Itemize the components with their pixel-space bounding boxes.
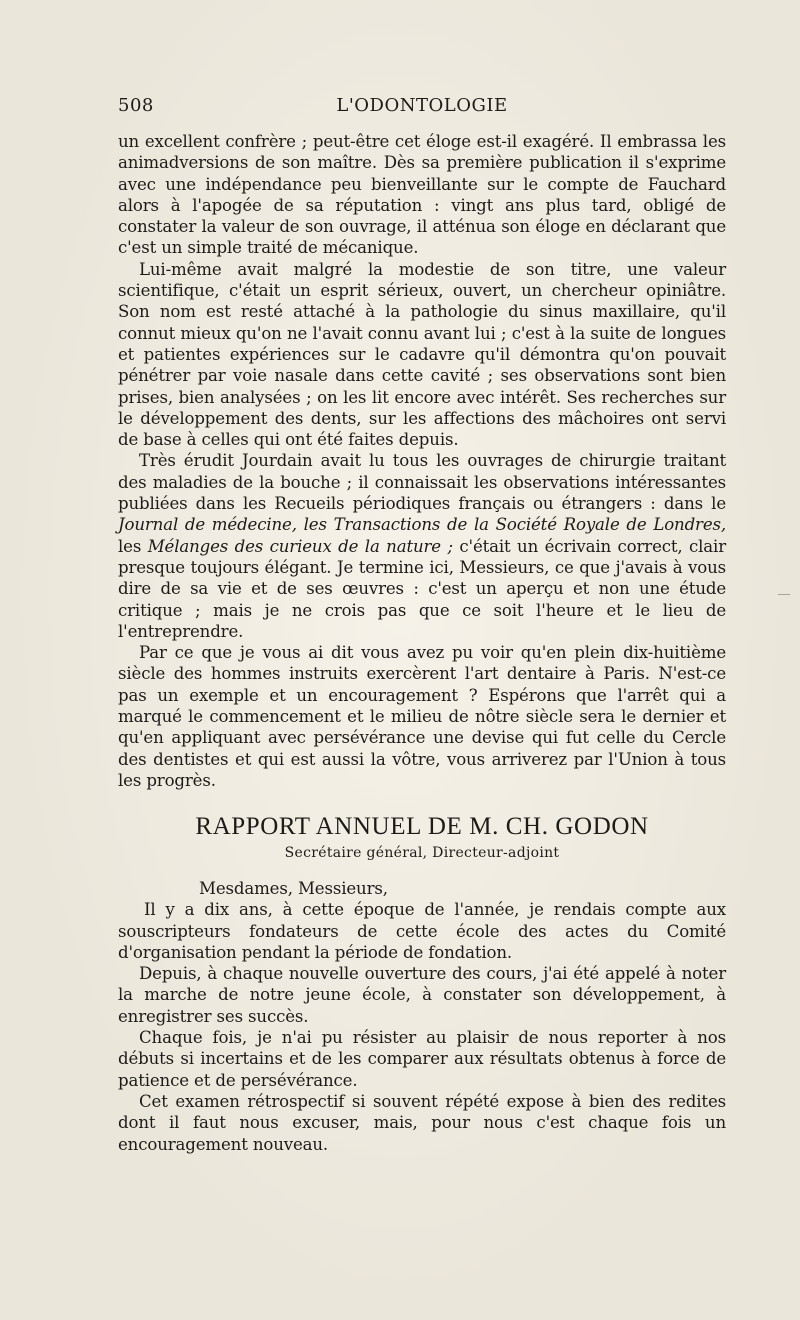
body-text	[118, 131, 726, 791]
paragraph-1: un excellent confrère ; peut-être cet éloge est-il exagéré. Il embrassa les animadversions de son maître. Dès sa première publication il s'exprime avec une indépendance peu bienveillante sur le compte de Fauchard alors à l'apogée de sa réputation : vingt ans plus tard, obligé de constater la valeur de son ouvrage, il atténua son éloge en déclarant que c'est un simple traité de mécanique.	[118, 132, 726, 258]
report-paragraph-4: Cet examen rétrospectif si souvent répété expose à bien des redites dont il faut nous excuser, mais, pour nous c'est chaque fois un encouragement nouveau.	[118, 1091, 726, 1154]
report-text	[118, 878, 726, 1155]
page-number: 508	[118, 95, 154, 116]
paragraph-3	[118, 450, 726, 642]
section-title: RAPPORT ANNUEL DE M. CH. GODON	[195, 813, 649, 840]
paragraph-3-text-b: les	[118, 536, 148, 556]
italic-journal-title: Journal de médecine, les Transactions de la Société Royale de Londres,	[118, 515, 726, 535]
italic-melanges-title: Mélanges des curieux de la nature ;	[147, 536, 453, 556]
paragraph-2: Lui-même avait malgré la modestie de son titre, une valeur scientifique, c'était un esprit sérieux, ouvert, un chercheur opiniâtre. Son nom est resté attaché à la pathologie du sinus maxillaire, qu'il connut mieux qu'on ne l'avait connu avant lui ; c'est à la suite de longues et patientes expériences sur le cadavre qu'il démontra qu'on pouvait pénétrer par voie nasale dans cette cavité ; ses observations sont bien prises, bien analysées ; on les lit encore avec intérêt. Ses recherches sur le développement des dents, sur les affections des mâchoires ont servi de base à celles qui ont été faites depuis.	[118, 259, 726, 450]
paragraph-3-text-a: Très érudit Jourdain avait lu tous les ouvrages de chirurgie traitant des maladies de la bouche ; il connaissait les observations intéressantes publiées dans les Recueils périodiques français ou étrangers : dans le	[118, 451, 726, 514]
section-subtitle: Secrétaire général, Directeur-adjoint	[284, 845, 560, 861]
report-paragraph-1: Il y a dix ans, à cette époque de l'année, je rendais compte aux souscripteurs fondateurs de cette école des actes du Comité d'organisation pendant la période de fondation.	[118, 900, 726, 962]
paragraph-3-text-c: c'était un écrivain correct, clair presque toujours élégant. Je termine ici, Messieurs, ce que j'avais à vous dire de sa vie et de ses œuvres : c'est un aperçu et non une étude critique ; mais je ne crois pas que ce soit l'heure et le lieu de l'entreprendre.	[118, 536, 726, 641]
page-header	[118, 95, 726, 121]
running-title: L'ODONTOLOGIE	[336, 95, 508, 116]
salutation: Mesdames, Messieurs,	[199, 879, 388, 898]
margin-mark	[778, 594, 790, 595]
report-paragraph-3: Chaque fois, je n'ai pu résister au plaisir de nous reporter à nos débuts si incertains et de les comparer aux résultats obtenus à force de patience et de persévérance.	[118, 1028, 726, 1090]
report-paragraph-2: Depuis, à chaque nouvelle ouverture des cours, j'ai été appelé à noter la marche de notre jeune école, à constater son développement, à enregistrer ses succès.	[118, 964, 726, 1026]
paragraph-4: Par ce que je vous ai dit vous avez pu voir qu'en plein dix-huitième siècle des hommes instruits exercèrent l'art dentaire à Paris. N'est-ce pas un exemple et un encouragement ? Espérons que l'arrêt qui a marqué le commencement et le milieu de nôtre siècle sera le dernier et qu'en appliquant avec persévérance une devise qui fut celle du Cercle des dentistes et qui est aussi la vôtre, vous arriverez par l'Union à tous les progrès.	[118, 643, 726, 790]
